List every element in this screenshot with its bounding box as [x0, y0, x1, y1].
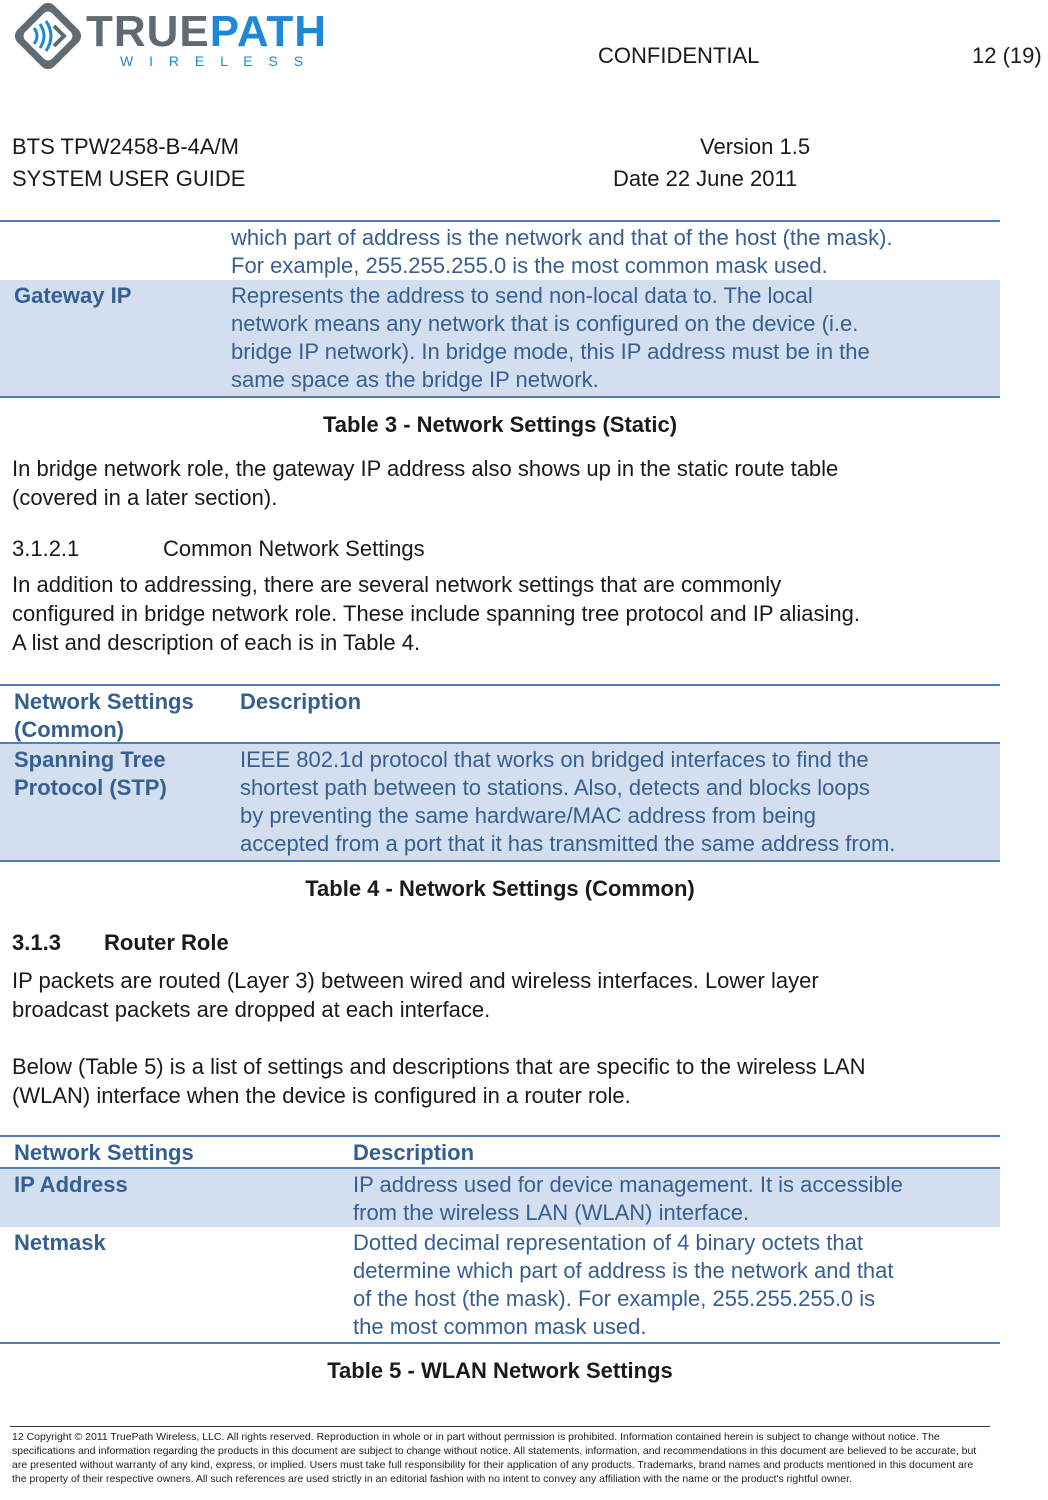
- table3-row-netmask-desc-2: For example, 255.255.255.0 is the most common mask used.: [231, 253, 828, 278]
- table5-ip-name: IP Address: [14, 1172, 128, 1197]
- para-wlan-1: Below (Table 5) is a list of settings and descriptions that are specific to the wireless LAN: [12, 1054, 866, 1079]
- document-date: Date 22 June 2011: [613, 166, 798, 191]
- table4-stp-name-1: Spanning Tree: [14, 747, 166, 772]
- section-title-3121: Common Network Settings: [163, 536, 425, 561]
- table5-netmask-desc-3: of the host (the mask). For example, 255.255.255.0 is: [353, 1286, 876, 1311]
- footer-rule: [10, 1426, 990, 1427]
- section-number-313: 3.1.3: [12, 930, 61, 955]
- table5-netmask-desc-2: determine which part of address is the network and that: [353, 1258, 894, 1283]
- confidential-label: CONFIDENTIAL: [598, 43, 760, 68]
- table5-bottom-rule: [0, 1342, 1000, 1344]
- document-id: BTS TPW2458-B-4A/M: [12, 134, 239, 159]
- table4-stp-desc-3: by preventing the same hardware/MAC address from being: [240, 803, 816, 828]
- table5-netmask-desc-4: the most common mask used.: [353, 1314, 647, 1339]
- table3-top-rule: [0, 220, 1000, 222]
- document-type: SYSTEM USER GUIDE: [12, 166, 246, 191]
- table5-netmask-name: Netmask: [14, 1230, 106, 1255]
- copyright-footer: 12 Copyright © 2011 TruePath Wireless, LLC. All rights reserved. Reproduction in whole or in part without permission is prohibited. Information contained herein is subject to change without notice. The specifications and information regarding the products in this document are subject to change without notice. All statements, information, and recommendations in this document are believed to be accurate, but are presented without warranty of any kind, express, or implied. Users must take full responsibility for their application of any products. Trademarks, brand names and products mentioned in this document are the property of their respective owners. All such references are used strictly in an editorial fashion with no intent to convey any affiliation with the name or the product's rightful owner.: [12, 1431, 977, 1485]
- table4-header-settings-1: Network Settings: [14, 689, 194, 714]
- table4-bottom-rule: [0, 860, 1000, 862]
- table4-stp-desc-4: accepted from a port that it has transmitted the same address from.: [240, 831, 896, 856]
- table4-stp-desc-1: IEEE 802.1d protocol that works on bridged interfaces to find the: [240, 747, 869, 772]
- table3-gateway-desc-1: Represents the address to send non-local data to. The local: [231, 283, 813, 308]
- table5-header-settings: Network Settings: [14, 1140, 194, 1165]
- para-common-3: A list and description of each is in Table 4.: [12, 630, 421, 655]
- table5-netmask-desc-1: Dotted decimal representation of 4 binary octets that: [353, 1230, 863, 1255]
- document-version: Version 1.5: [700, 134, 811, 159]
- table3-caption: Table 3 - Network Settings (Static): [322, 412, 678, 437]
- table3-gateway-name: Gateway IP: [14, 283, 132, 308]
- para-common-2: configured in bridge network role. These include spanning tree protocol and IP aliasing.: [12, 601, 860, 626]
- table3-row-netmask-desc-1: which part of address is the network and that of the host (the mask).: [231, 225, 893, 250]
- para-wlan-2: (WLAN) interface when the device is configured in a router role.: [12, 1083, 631, 1108]
- truepath-logo-icon: [12, 0, 372, 78]
- table4-top-rule: [0, 684, 1000, 686]
- table3-gateway-desc-2: network means any network that is configured on the device (i.e.: [231, 311, 859, 336]
- para-router-2: broadcast packets are dropped at each interface.: [12, 997, 491, 1022]
- company-logo: [12, 0, 372, 78]
- svg-text:W I R E L E S S: W I R E L E S S: [120, 53, 310, 69]
- table4-caption: Table 4 - Network Settings (Common): [305, 876, 695, 901]
- table5-ip-desc-2: from the wireless LAN (WLAN) interface.: [353, 1200, 750, 1225]
- table4-header-description: Description: [240, 689, 362, 714]
- section-number-3121: 3.1.2.1: [12, 536, 80, 561]
- table5-caption: Table 5 - WLAN Network Settings: [327, 1358, 673, 1383]
- table4-header-settings-2: (Common): [14, 717, 124, 742]
- table5-ip-desc-1: IP address used for device management. It is accessible: [353, 1172, 903, 1197]
- svg-text:TRUEPATH: TRUEPATH: [86, 7, 328, 56]
- table4-stp-name-2: Protocol (STP): [14, 775, 167, 800]
- para-router-1: IP packets are routed (Layer 3) between wired and wireless interfaces. Lower layer: [12, 968, 819, 993]
- section-title-313: Router Role: [104, 930, 229, 955]
- table3-gateway-desc-4: same space as the bridge IP network.: [231, 367, 599, 392]
- page-number: 12 (19): [972, 43, 1042, 68]
- table3-gateway-desc-3: bridge IP network). In bridge mode, this IP address must be in the: [231, 339, 870, 364]
- table5-top-rule: [0, 1135, 1000, 1137]
- para-common-1: In addition to addressing, there are several network settings that are commonly: [12, 572, 782, 597]
- para-bridge-gateway-2: (covered in a later section).: [12, 485, 278, 510]
- table5-header-description: Description: [353, 1140, 475, 1165]
- table3-bottom-rule: [0, 396, 1000, 398]
- para-bridge-gateway-1: In bridge network role, the gateway IP address also shows up in the static route table: [12, 456, 839, 481]
- table4-stp-desc-2: shortest path between to stations. Also, detects and blocks loops: [240, 775, 870, 800]
